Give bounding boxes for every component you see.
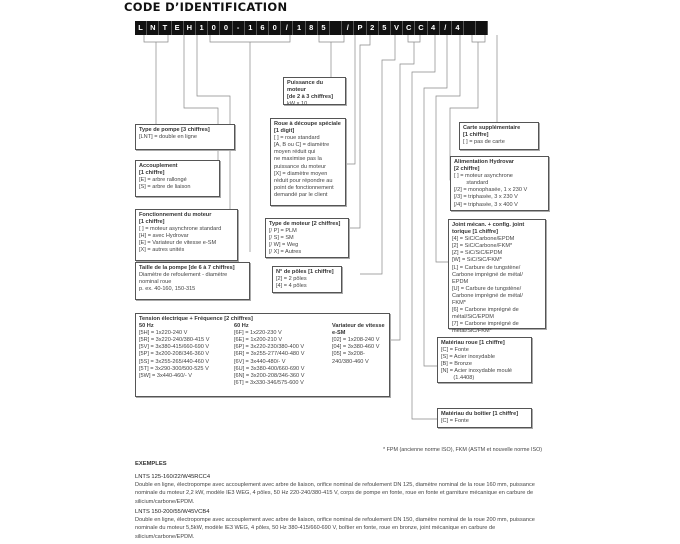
box-line: p. ex. 40-160, 150-315 xyxy=(139,286,196,293)
box-line: [ ] = moteur asynchrone xyxy=(454,173,513,180)
box-title: Joint mécan. + config. joint xyxy=(452,222,525,228)
box-alimentation xyxy=(450,156,549,211)
box-line: [/ W] = Weg xyxy=(269,242,299,249)
example-code: LNTS 125-160/22/W45RCC4 xyxy=(135,474,211,480)
tension-line: [5R] = 3x220-240/380-415 V xyxy=(139,337,210,344)
code-char: 1 xyxy=(196,21,208,35)
code-char: 5 xyxy=(379,21,391,35)
tension-line: [5S] = 3x255-265/440-460 V xyxy=(139,358,210,365)
box-carte xyxy=(459,122,539,150)
code-char: 4 xyxy=(452,21,464,35)
code-char: T xyxy=(159,21,171,35)
tension-line: [6V] = 3x440-480/- V xyxy=(234,358,286,365)
box-title: Fonctionnement du moteur xyxy=(139,212,212,218)
box-line: [Z] = SiC/SiC/EPDM xyxy=(452,250,503,257)
box-line: [C] = Fonte xyxy=(441,347,469,354)
box-title: Taille de la pompe [de 6 à 7 chiffres] xyxy=(139,265,235,271)
code-char: 1 xyxy=(293,21,305,35)
code-char: 2 xyxy=(367,21,379,35)
code-char: 1 xyxy=(245,21,257,35)
tension-line: [6E] = 1x200-210 V xyxy=(234,337,283,344)
box-subtitle: [de 2 à 3 chiffres] xyxy=(287,94,334,101)
box-line: ne maximise pas la xyxy=(274,156,322,163)
box-line: (1.4408) xyxy=(441,375,475,382)
code-char: 6 xyxy=(257,21,269,35)
box-line: [W] = SiC/SiC/FKM* xyxy=(452,257,502,264)
box-subtitle: [2 chiffre] xyxy=(454,166,480,173)
box-line: [C] = Fonte xyxy=(441,418,469,425)
box-line: [4] = 4 pôles xyxy=(276,283,307,290)
box-line: [ ] = roue standard xyxy=(274,135,320,142)
code-char: / xyxy=(440,21,452,35)
box-line: [U] = Carbure de tungstène/ xyxy=(452,285,522,292)
box-line: [6] = Carbone imprégné de xyxy=(452,307,519,314)
tension-line: [05] = 3x208-240/380-460 V xyxy=(332,351,369,365)
example-text: Double en ligne, électropompe avec accouplement avec arbre de liaison, orifice nominal de refoulement DN 125, diamètre nominal de la roue 160 mm, puissance nominale du moteur 2,2 kW, modèle IE3 WEG, 4 pôles, 50 Hz 220-240/380-415 V, corps de pompe en fonte, roue en fonte et garniture mécanique en carbure de silicium/carbone/EPDM. xyxy=(135,482,535,505)
code-char: 0 xyxy=(269,21,281,35)
box-line: [/ S] = SM xyxy=(269,235,294,242)
box-subtitle: [1 chiffre] xyxy=(463,132,489,139)
box-type-moteur xyxy=(265,218,349,258)
box-puissance xyxy=(283,77,346,108)
box-title: Carte supplémentaire xyxy=(463,125,521,131)
box-line: FKM* xyxy=(452,300,466,307)
box-line: [/ P] = PLM xyxy=(269,228,297,235)
box-title: Roue à découpe spéciale xyxy=(274,121,341,127)
box-line: [LNT] = double en ligne xyxy=(139,134,197,141)
box-subtitle: [1 chiffre] xyxy=(139,170,165,177)
box-line: [/3] = triphasée, 3 x 230 V xyxy=(454,194,518,201)
code-char: 5 xyxy=(318,21,330,35)
footnote: * FPM (ancienne norme ISO), FKM (ASTM et nouvelle norme ISO) xyxy=(383,447,543,453)
box-accouplement xyxy=(135,160,220,197)
box-line: [2] = SiC/Carbone/FKM* xyxy=(452,243,513,250)
page-title: CODE D’IDENTIFICATION xyxy=(124,0,288,14)
box-subtitle: [1 chiffre] xyxy=(139,219,165,226)
col-50hz-title: 50 Hz xyxy=(139,323,154,330)
code-char: 0 xyxy=(220,21,232,35)
box-line: standard xyxy=(454,180,489,187)
box-line: demandé par le client xyxy=(274,191,328,198)
code-char: P xyxy=(354,21,366,35)
tension-line: [6F] = 1x220-230 V xyxy=(234,330,282,337)
box-line: [N] = Acier inoxydable moulé xyxy=(441,368,513,375)
tension-line: [04] = 3x380-460 V xyxy=(332,344,380,351)
box-subtitle: [1 digit] xyxy=(274,128,295,135)
code-char: 4 xyxy=(428,21,440,35)
box-line: Diamètre de refoulement - diamètre xyxy=(139,272,228,279)
box-line: [ ] = moteur asynchrone standard xyxy=(139,226,222,233)
box-line: [B] = Bronze xyxy=(441,361,472,368)
code-char: C xyxy=(415,21,427,35)
connector-carte xyxy=(492,35,497,124)
box-line: kW x 10 xyxy=(287,101,308,108)
box-roue-decoupe xyxy=(270,118,346,206)
box-taille xyxy=(135,262,250,300)
example-text: Double en ligne, électropompe avec accouplement avec arbre de liaison, orifice nominal de refoulement DN 150, diamètre nominal de la roue 200 mm, puissance nominale du moteur 5,5kW, modèle IE3 WEG, 4 pôles, 50 Hz 380-415/660-690 V, boîtier en fonte, roue en bronze, joint mécanique en carbure de silicium/carbone/EPDM. xyxy=(135,517,535,540)
connector-poles xyxy=(360,35,395,274)
connector-type-moteur xyxy=(348,35,370,228)
col-60hz-title: 60 Hz xyxy=(234,323,249,330)
box-joint xyxy=(448,219,546,335)
box-fonctionnement xyxy=(135,209,238,261)
tension-line: [5W] = 3x440-460/- V xyxy=(139,372,193,379)
code-char: E xyxy=(172,21,184,35)
box-tension xyxy=(135,313,390,397)
box-line: [/2] = monophasée, 1 x 230 V xyxy=(454,187,528,194)
box-line: [/4] = triphasée, 3 x 400 V xyxy=(454,201,518,208)
box-line: Carbone imprégné de métal/ xyxy=(452,292,523,299)
tension-line: [5P] = 3x200-208/346-360 V xyxy=(139,351,210,358)
box-title: N° de pôles [1 chiffre] xyxy=(276,269,334,275)
box-title: Accouplement xyxy=(139,163,178,169)
code-char: 8 xyxy=(306,21,318,35)
box-subtitle: torique [1 chiffre] xyxy=(452,229,498,236)
code-char: / xyxy=(342,21,354,35)
tension-line: [5V] = 3x380-415/660-690 V xyxy=(139,344,210,351)
box-line: [H] = avec Hydrovar xyxy=(139,233,189,240)
tension-line: [02] = 1x208-240 V xyxy=(332,337,380,344)
example-code: LNTS 150-200/55/W45VCB4 xyxy=(135,509,210,515)
box-materiau-roue xyxy=(437,337,532,383)
box-line: moyen réduit qui xyxy=(274,149,316,156)
tension-line: [6P] = 3x220-230/380-400 V xyxy=(234,344,305,351)
box-line: [S] = arbre de liaison xyxy=(139,184,191,191)
box-line: [E] = Variateur de vitesse e-SM xyxy=(139,240,217,247)
code-char: L xyxy=(135,21,147,35)
box-title: Matériau roue [1 chiffre] xyxy=(441,340,505,346)
box-line: [4] = SiC/Carbone/EPDM xyxy=(452,236,515,243)
box-line: [ ] = pas de carte xyxy=(463,139,505,146)
code-char: C xyxy=(403,21,415,35)
box-line: [L] = Carbure de tungstène/ xyxy=(452,264,521,271)
box-line: nominal roue xyxy=(139,279,172,286)
box-line: [/ X] = Autres xyxy=(269,249,302,256)
examples-heading: EXEMPLES xyxy=(135,461,167,467)
box-title: Alimentation Hydrovar xyxy=(454,159,514,165)
box-title: Puissance du moteur xyxy=(287,80,324,94)
box-title: Tension électrique + Fréquence [2 chiffres] xyxy=(139,316,253,322)
box-line: [E] = arbre rallongé xyxy=(139,177,187,184)
box-title: Matériau du boîtier [1 chiffre] xyxy=(441,411,519,417)
box-line: EPDM xyxy=(452,278,469,285)
box-line: [7] = Carbone imprégné de xyxy=(452,321,519,328)
code-char: V xyxy=(391,21,403,35)
box-line: point de fonctionnement xyxy=(274,184,334,191)
box-line: [A, B ou C] = diamètre xyxy=(274,142,330,149)
connector-roue-decoupe xyxy=(345,35,355,164)
tension-line: [5T] = 3x290-300/500-525 V xyxy=(139,365,209,372)
connector-materiau-roue xyxy=(424,35,447,366)
box-line: [X] = autres unités xyxy=(139,247,185,254)
tension-line: [6R] = 3x255-277/440-480 V xyxy=(234,351,305,358)
box-line: [X] = diamètre moyen xyxy=(274,170,328,177)
tension-line: [6N] = 3x200-208/346-360 V xyxy=(234,372,305,379)
code-char: 0 xyxy=(208,21,220,35)
code-char: / xyxy=(281,21,293,35)
tension-line: [5H] = 1x220-240 V xyxy=(139,330,188,337)
code-char: - xyxy=(233,21,245,35)
box-materiau-boitier xyxy=(437,408,532,428)
tension-line: [6U] = 3x380-400/660-690 V xyxy=(234,365,305,372)
box-line: [2] = 2 pôles xyxy=(276,276,307,283)
box-type-pompe xyxy=(135,124,235,150)
box-line: métal/SiC/FKM* xyxy=(452,328,492,335)
code-char: H xyxy=(184,21,196,35)
box-line: [S] = Acier inoxydable xyxy=(441,354,495,361)
connector-tension xyxy=(390,35,420,340)
box-line: métal/SiC/EPDM xyxy=(452,314,494,321)
connector-puissance xyxy=(319,35,344,77)
box-line: puissance du moteur xyxy=(274,163,326,170)
col-variateur-title: Variateur de vitesse e-SM xyxy=(332,323,385,337)
box-line: réduit pour répondre au xyxy=(274,177,333,184)
tension-line: [6T] = 3x330-346/575-600 V xyxy=(234,379,304,386)
box-title: Type de pompe [3 chiffres] xyxy=(139,127,210,133)
code-char: N xyxy=(147,21,159,35)
box-line: Carbone imprégné de métal/ xyxy=(452,271,523,278)
box-poles xyxy=(272,266,342,293)
connector-type-pompe xyxy=(144,35,168,124)
box-title: Type de moteur [2 chiffres] xyxy=(269,221,341,227)
